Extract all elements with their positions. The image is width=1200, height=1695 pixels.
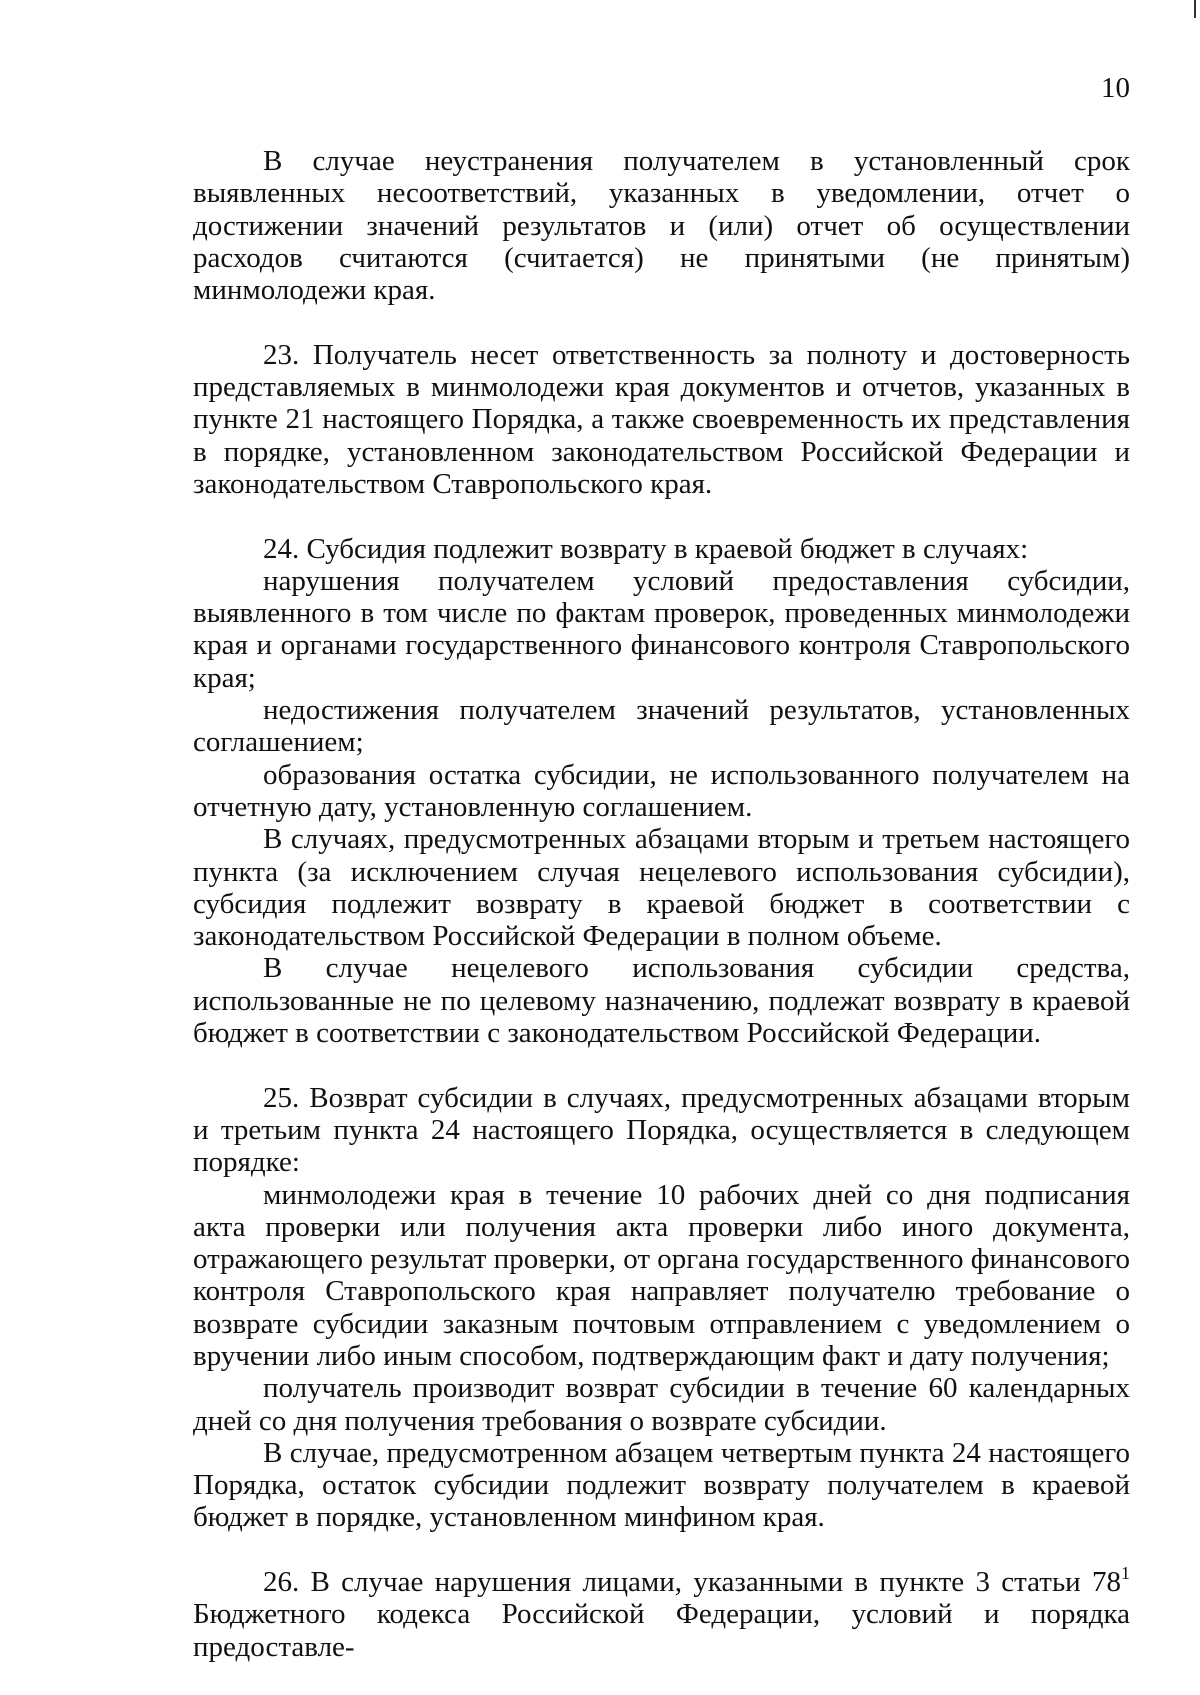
paragraph: минмолодежи края в течение 10 рабочих дней со дня подписания акта проверки или получения акта проверки либо иного документа, отражающего результат проверки, от органа государственного финансового контроля Ставропольского края направляет получателю требование о возврате субсидии заказным почтовым отправлением с уведомлением о вручении либо иным способом, подтверждающим факт и дату получения; — [193, 1178, 1130, 1372]
paragraph-text: Бюджетного кодекса Российской Федерации, условий и порядка предоставле- — [193, 1598, 1130, 1663]
paragraph-gap — [193, 500, 1130, 532]
paragraph: 23. Получатель несет ответственность за полноту и достоверность представляемых в минмолодежи края документов и отчетов, указанных в пункте 21 настоящего Порядка, а также своевременность их представления в порядке, установленном законодательством Российской Федерации и законодательством Ставропольского края. — [193, 338, 1130, 500]
paragraph-text: 26. В случае нарушения лицами, указанными в пункте 3 статьи 78 — [263, 1566, 1121, 1599]
paragraph: 25. Возврат субсидии в случаях, предусмотренных абзацами вторым и третьим пункта 24 настоящего Порядка, осуществляется в следующем порядке: — [193, 1081, 1130, 1179]
superscript: 1 — [1121, 1563, 1130, 1584]
scan-mark — [1194, 0, 1196, 18]
paragraph: нарушения получателем условий предоставления субсидии, выявленного в том числе по фактам проверок, проведенных минмолодежи края и органами государственного финансового контроля Ставропольского края; — [193, 564, 1130, 694]
paragraph: В случаях, предусмотренных абзацами вторым и третьем настоящего пункта (за исключением случая нецелевого использования субсидии), субсидия подлежит возврату в краевой бюджет в соответствии с законодательством Российской Федерации в полном объеме. — [193, 823, 1130, 953]
paragraph: В случае, предусмотренном абзацем четвертым пункта 24 настоящего Порядка, остаток субсидии подлежит возврату получателем в краевой бюджет в порядке, установленном минфином края. — [193, 1436, 1130, 1534]
paragraph: получатель производит возврат субсидии в течение 60 календарных дней со дня получения требования о возврате субсидии. — [193, 1372, 1130, 1437]
page-number: 10 — [1101, 72, 1130, 104]
paragraph: недостижения получателем значений результатов, установленных соглашением; — [193, 694, 1130, 759]
paragraph: В случае неустранения получателем в установленный срок выявленных несоответствий, указанных в уведомлении, отчет о достижении значений результатов и (или) отчет об осуществлении расходов считаются (считается) не принятыми (не принятым) минмолодежи края. — [193, 145, 1130, 307]
paragraph: образования остатка субсидии, не использованного получателем на отчетную дату, установленную соглашением. — [193, 758, 1130, 823]
document-body — [193, 145, 1130, 1663]
paragraph: 24. Субсидия подлежит возврату в краевой бюджет в случаях: — [263, 532, 1029, 565]
paragraph-gap — [193, 1534, 1130, 1566]
paragraph-gap — [193, 1049, 1130, 1081]
paragraph — [193, 1563, 1130, 1663]
paragraph: В случае нецелевого использования субсидии средства, использованные не по целевому назначению, подлежат возврату в краевой бюджет в соответствии с законодательством Российской Федерации. — [193, 952, 1130, 1050]
paragraph-gap — [193, 306, 1130, 338]
